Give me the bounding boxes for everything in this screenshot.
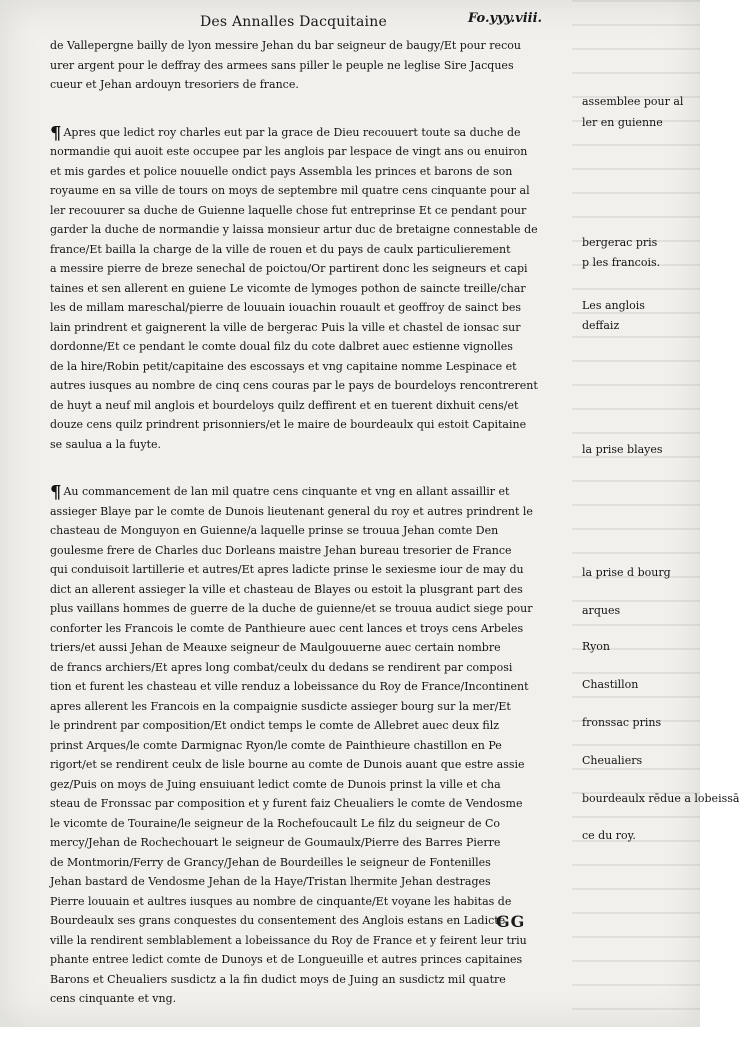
text-line-content: Au commancement de lan mil quatre cens cinquante et vng en allant assaillir et <box>63 485 510 498</box>
text-line: royaume en sa ville de tours on moys de septembre mil quatre cens cinquante pour al <box>50 184 530 197</box>
text-line: le prindrent par composition/Et ondict temps le comte de Allebret auec deux filz <box>50 719 500 732</box>
marginal-note: la prise blayes <box>582 443 663 456</box>
running-title: Des Annalles Dacquitaine <box>200 14 387 30</box>
text-line: conforter les Francois le comte de Panthieure auec cent lances et troys cens Arbeles <box>50 621 524 635</box>
text-line: Barons et Cheualiers susdictz a la fin dudict moys de Juing an susdictz mil quatre <box>50 972 506 986</box>
text-line: phante entree ledict comte de Dunoys et de Longueuille et autres princes capitaines <box>50 953 523 966</box>
text-line: de huyt a neuf mil anglois et bourdeloys quilz deffirent et en tuerent dixhuit cens/et <box>50 398 519 412</box>
text-line: gez/Puis on moys de Juing ensuiuant ledict comte de Dunois prinst la ville et cha <box>50 777 501 791</box>
folio-number: Fo.yyy.viii. <box>468 11 543 26</box>
text-line: cueur et Jehan ardouyn tresoriers de france. <box>50 78 299 91</box>
text-line-content: Apres que ledict roy charles eut par la grace de Dieu recouuert toute sa duche de <box>63 125 521 139</box>
marginal-note: assemblee pour al <box>582 95 684 108</box>
text-line: ville la rendirent semblablement a lobeissance du Roy de France et y feirent leur triu <box>50 933 527 947</box>
marginal-note: Les anglois <box>582 299 645 312</box>
text-line: normandie qui auoit este occupee par les anglois par lespace de vingt ans ou enuiron <box>50 145 528 158</box>
text-line: a messire pierre de breze senechal de poictou/Or partirent donc les seigneurs et capi <box>50 262 528 275</box>
marginal-note: arques <box>582 604 621 617</box>
text-line: assieger Blaye par le comte de Dunois lieutenant general du roy et autres prindrent le <box>50 504 533 518</box>
pilcrow-icon: ¶ <box>50 122 62 144</box>
text-line: de Vallepergne bailly de lyon messire Jehan du bar seigneur de baugy/Et pour recou <box>50 39 521 52</box>
text-line: de Montmorin/Ferry de Grancy/Jehan de Bourdeilles le seigneur de Fontenilles <box>50 855 491 869</box>
text-line: chasteau de Monguyon en Guienne/a laquelle prinse se trouua Jehan comte Den <box>50 524 499 537</box>
text-line: plus vaillans hommes de guerre de la duche de guienne/et se trouua audict siege pour <box>50 602 533 615</box>
marginal-note: deffaiz <box>582 319 620 332</box>
text-line: et mis gardes et police nouuelle ondict pays Assembla les princes et barons de son <box>50 164 513 178</box>
text-line: steau de Fronssac par composition et y furent faiz Cheualiers le comte de Vendosme <box>50 797 523 810</box>
paragraph-1 <box>50 36 578 95</box>
text-line: france/Et bailla la charge de la ville de rouen et du pays de caulx particulierement <box>50 242 511 256</box>
body-text <box>50 36 578 1037</box>
text-line: dict an allerent assieger la ville et chasteau de Blayes ou estoit la plusgrant part des <box>50 582 523 596</box>
text-line: cens cinquante et vng. <box>50 992 177 1005</box>
text-line: prinst Arques/le comte Darmignac Ryon/le comte de Painthieure chastillon en Pe <box>50 738 502 752</box>
marginal-note: bourdeaulx rēdue a lobeissā <box>582 792 739 805</box>
marginal-note: Cheualiers <box>582 754 643 767</box>
text-line <box>50 482 578 502</box>
text-line: les de millam mareschal/pierre de louuain iouachin rouault et geoffroy de sainct bes <box>50 301 522 314</box>
page-header <box>0 6 700 32</box>
marginal-note: ler en guienne <box>582 116 663 129</box>
text-line: goulesme frere de Charles duc Dorleans maistre Jehan bureau tresorier de France <box>50 543 512 557</box>
marginal-note: Ryon <box>582 640 611 653</box>
text-line: mercy/Jehan de Rochechouart le seigneur de Goumaulx/Pierre des Barres Pierre <box>50 836 501 849</box>
text-line: Pierre louuain et aultres iusques au nombre de cinquante/Et voyane les habitas de <box>50 894 512 908</box>
marginal-note: la prise d bourg <box>582 566 671 579</box>
text-line: Bourdeaulx ses grans conquestes du consentement des Anglois estans en Ladicte <box>50 914 506 927</box>
show-through-texture <box>572 0 700 1027</box>
marginal-note: fronssac prins <box>582 716 662 729</box>
text-line <box>50 123 578 143</box>
text-line: garder la duche de normandie y laissa monsieur artur duc de bretaigne connestable de <box>50 223 538 236</box>
text-line: taines et sen allerent en guiene Le vicomte de lymoges pothon de saincte treille/char <box>50 281 526 295</box>
text-line: ler recouurer sa duche de Guienne laquelle chose fut entreprinse Et ce pendant pour <box>50 203 527 217</box>
text-line: douze cens quilz prindrent prisonniers/et le maire de bourdeaulx qui estoit Capitaine <box>50 418 527 431</box>
marginal-note: Chastillon <box>582 678 639 691</box>
text-line: lain prindrent et gaignerent la ville de bergerac Puis la ville et chastel de ionsac sur <box>50 320 521 334</box>
text-line: le vicomte de Touraine/le seigneur de la Rochefoucault Le filz du seigneur de Co <box>50 816 501 830</box>
text-line: de la hire/Robin petit/capitaine des escossays et vng capitaine nomme Lespinace et <box>50 359 517 373</box>
text-line: rigort/et se rendirent ceulx de lisle bourne au comte de Dunois auant que estre assie <box>50 758 525 771</box>
pilcrow-icon: ¶ <box>50 482 62 503</box>
text-line: autres iusques au nombre de cinq cens couras par le pays de bourdeloys rencontrerent <box>50 379 538 392</box>
text-line: apres allerent les Francois en la compaignie susdicte assieger bourg sur la mer/Et <box>50 699 511 713</box>
text-line: tion et furent les chasteau et ville renduz a lobeissance du Roy de France/Incontinent <box>50 680 529 693</box>
text-line: se saulua a la fuyte. <box>50 437 162 451</box>
text-line: dordonne/Et ce pendant le comte doual filz du cote dalbret auec estienne vignolles <box>50 340 513 353</box>
signature-mark: GG <box>496 912 526 931</box>
text-line: de francs archiers/Et apres long combat/ceulx du dedans se rendirent par composi <box>50 660 513 674</box>
text-line: Jehan bastard de Vendosme Jehan de la Haye/Tristan lhermite Jehan destrages <box>50 875 491 888</box>
marginal-note: p les francois. <box>582 256 661 269</box>
paragraph-2 <box>50 123 578 455</box>
text-line: triers/et aussi Jehan de Meauxe seigneur de Maulgouuerne auec certain nombre <box>50 641 501 654</box>
marginal-note: bergerac pris <box>582 236 658 249</box>
marginal-note: ce du roy. <box>582 829 636 842</box>
text-line: urer argent pour le deffray des armees sans piller le peuple ne leglise Sire Jacques <box>50 58 514 72</box>
text-line: qui conduisoit lartillerie et autres/Et apres ladicte prinse le sexiesme iour de may du <box>50 563 524 576</box>
